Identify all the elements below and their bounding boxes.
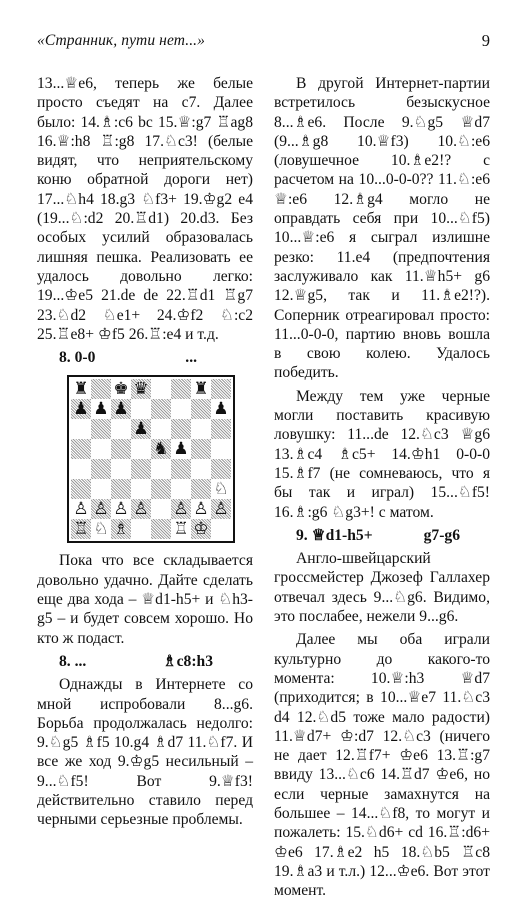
chess-piece: ♙ bbox=[93, 499, 109, 520]
board-square bbox=[111, 379, 131, 399]
board-square bbox=[211, 419, 231, 439]
chess-piece: ♟ bbox=[173, 439, 189, 460]
board-square bbox=[171, 479, 191, 499]
board-square bbox=[211, 379, 231, 399]
paragraph: Далее мы оба играли культурно до какого-то момента: 10.♕:h3 ♕d7 (приходится; в 10...♕e7 11.♘c3 d4 12.♘d5 тоже мало радости) 11.♕d7+ ♔:d7 12.♘c3 (ничего не дает 12.♖f7+ ♔e6 13.♖:g7 ввиду 13...♘c6 14.♖d7 ♔e6, но если черные замахнутся на большее – 14...♘f8, то могут и пожалеть: 15.♘d6+ cd 16.♖:d6+ ♔e6 17.♗e2 h5 18.♘b5 ♖c8 19.♗a3 и т.л.) 12...♔e6. Вот этот момент. bbox=[274, 631, 490, 900]
chess-piece: ♔ bbox=[193, 519, 209, 540]
left-column bbox=[37, 74, 253, 830]
board-square bbox=[91, 379, 111, 399]
board-square bbox=[91, 519, 111, 539]
board-square bbox=[151, 479, 171, 499]
paragraph: Однажды в Интернете со мной испробовали 8...g6. Борьба продолжалась недолго: 9.♘g5 ♗f5 10.g4 ♗d7 11.♘f7. И все же ход 9.♔g5 несильный – 9...♘f5! Вот 9.♕f3! действительно ставило перед черными серьезные проблемы. bbox=[37, 676, 253, 829]
black-move: ... bbox=[185, 349, 197, 367]
board-square bbox=[71, 519, 91, 539]
chess-piece: ♛ bbox=[133, 379, 149, 400]
board-square bbox=[171, 419, 191, 439]
board-square bbox=[71, 499, 91, 519]
running-title: «Странник, пути нет...» bbox=[37, 32, 206, 49]
board-square bbox=[71, 479, 91, 499]
chess-piece: ♜ bbox=[73, 379, 89, 400]
board-square bbox=[111, 399, 131, 419]
chess-piece: ♟ bbox=[113, 399, 129, 420]
chess-piece: ♞ bbox=[153, 439, 169, 460]
board-square bbox=[171, 439, 191, 459]
board-square bbox=[131, 459, 151, 479]
chess-piece: ♖ bbox=[173, 519, 189, 540]
board-square bbox=[191, 419, 211, 439]
chess-piece: ♙ bbox=[133, 499, 149, 520]
board-square bbox=[131, 499, 151, 519]
board-square bbox=[91, 399, 111, 419]
paragraph: Англо-швейцарский гроссмейстер Джозеф Галлахер отвечал здесь 9...♘g6. Видимо, это послабее, нежели 9...g6. bbox=[274, 550, 490, 626]
board-square bbox=[171, 499, 191, 519]
board-square bbox=[91, 439, 111, 459]
black-move: ♗c8:h3 bbox=[162, 652, 213, 670]
board-square bbox=[151, 379, 171, 399]
board-square bbox=[211, 439, 231, 459]
chess-piece: ♚ bbox=[113, 379, 129, 400]
board-square bbox=[131, 419, 151, 439]
chess-piece: ♟ bbox=[133, 419, 149, 440]
chess-piece: ♟ bbox=[73, 399, 89, 420]
board-square bbox=[151, 399, 171, 419]
chess-piece: ♜ bbox=[193, 379, 209, 400]
board-square bbox=[151, 519, 171, 539]
chess-piece: ♙ bbox=[73, 499, 89, 520]
board-square bbox=[171, 399, 191, 419]
board-square bbox=[171, 379, 191, 399]
chess-diagram bbox=[67, 375, 235, 543]
chess-piece: ♖ bbox=[73, 519, 89, 540]
board-square bbox=[171, 519, 191, 539]
board-square bbox=[71, 399, 91, 419]
paragraph: 13...♕e6, теперь же белые просто съедят на с7. Далее было: 14.♗:c6 bc 15.♕:g7 ♖ag8 16.♕:h8 ♖:g8 17.♘c3! (белые видят, что неприятельскому коню обратной дороги нет) 17...♘h4 18.g3 ♘f3+ 19.♔g2 e4 (19...♘:d2 20.♖d1) 20.d3. Без особых усилий образовалась лишняя пешка. Реализовать ее удалось довольно легко: 19...♔e5 21.de de 22.♖d1 ♖g7 23.♘d2 ♘e1+ 24.♔f2 ♘:c2 25.♖e8+ ♔f5 26.♖:e4 и т.д. bbox=[37, 75, 253, 343]
white-move: 9. ♕d1-h5+ bbox=[296, 526, 373, 544]
move-line bbox=[37, 348, 253, 367]
board-square bbox=[111, 479, 131, 499]
board-square bbox=[151, 459, 171, 479]
chess-piece: ♘ bbox=[213, 479, 229, 500]
board-square bbox=[171, 459, 191, 479]
chess-piece: ♗ bbox=[113, 519, 129, 540]
board-square bbox=[131, 439, 151, 459]
board-square bbox=[191, 439, 211, 459]
board-square bbox=[211, 519, 231, 539]
board-square bbox=[131, 379, 151, 399]
chess-piece: ♘ bbox=[93, 519, 109, 540]
board-square bbox=[111, 439, 131, 459]
move-line bbox=[274, 526, 490, 545]
board-square bbox=[111, 419, 131, 439]
chess-piece: ♙ bbox=[173, 499, 189, 520]
board-square bbox=[91, 419, 111, 439]
board-square bbox=[191, 399, 211, 419]
board-square bbox=[151, 439, 171, 459]
chess-piece: ♙ bbox=[213, 499, 229, 520]
chess-board bbox=[71, 379, 231, 539]
board-square bbox=[91, 479, 111, 499]
paragraph: В другой Интернет-партии встретилось безыскусное 8...♗e6. После 9.♘g5 ♕d7 (9...♗g8 10.♕f3) 10.♘:e6 (ловушечное 10.♗e2!? с расчетом на 10...0-0-0?? 11.♘:e6 ♕:e6 12.♗g4 могло не оправдать себя при 10...♘f5) 10...♕:e6 я сыграл излишне резко: 11.e4 (предпочтения заслуживало как 11.♕h5+ g6 12.♕g5, так и 11.♗e2!?). Соперник отреагировал просто: 11...0-0-0, партию вновь вошла в свою колею. Удалось победить. bbox=[274, 75, 490, 382]
white-move: 8. 0-0 bbox=[59, 349, 96, 367]
board-square bbox=[191, 519, 211, 539]
move-line bbox=[37, 652, 253, 671]
paragraph: Между тем уже черные могли поставить красивую ловушку: 11...de 12.♘c3 ♕g6 13.♗c4 ♗c5+ 14.♔h1 0-0-0 15.♗f7 (не сомневаюсь, что я бы так и играл) 15...♘f5! 16.♗:g6 ♘g3+! с матом. bbox=[274, 387, 490, 521]
board-square bbox=[111, 459, 131, 479]
chess-piece: ♟ bbox=[93, 399, 109, 420]
board-square bbox=[191, 379, 211, 399]
page-header bbox=[37, 32, 490, 54]
board-square bbox=[71, 459, 91, 479]
board-square bbox=[191, 499, 211, 519]
board-square bbox=[91, 459, 111, 479]
board-square bbox=[211, 499, 231, 519]
board-square bbox=[131, 399, 151, 419]
chess-piece: ♟ bbox=[213, 399, 229, 420]
board-square bbox=[191, 459, 211, 479]
board-square bbox=[131, 479, 151, 499]
board-square bbox=[151, 419, 171, 439]
board-square bbox=[151, 499, 171, 519]
chess-piece: ♙ bbox=[113, 499, 129, 520]
right-column bbox=[274, 74, 490, 900]
chess-piece: ♙ bbox=[193, 499, 209, 520]
board-square bbox=[211, 479, 231, 499]
board-square bbox=[91, 499, 111, 519]
board-square bbox=[111, 519, 131, 539]
board-square bbox=[191, 479, 211, 499]
board-square bbox=[211, 399, 231, 419]
page-number: 9 bbox=[481, 31, 490, 50]
board-square bbox=[71, 419, 91, 439]
board-square bbox=[111, 499, 131, 519]
board-square bbox=[71, 379, 91, 399]
board-square bbox=[71, 439, 91, 459]
black-move: g7-g6 bbox=[423, 526, 460, 544]
board-square bbox=[211, 459, 231, 479]
white-move: 8. ... bbox=[59, 652, 87, 670]
board-square bbox=[131, 519, 151, 539]
paragraph: Пока что все складывается довольно удачно. Дайте сделать еще два хода – ♕d1-h5+ и ♘h3-g5 – и будет совсем хорошо. Но кто ж подаст. bbox=[37, 552, 253, 647]
